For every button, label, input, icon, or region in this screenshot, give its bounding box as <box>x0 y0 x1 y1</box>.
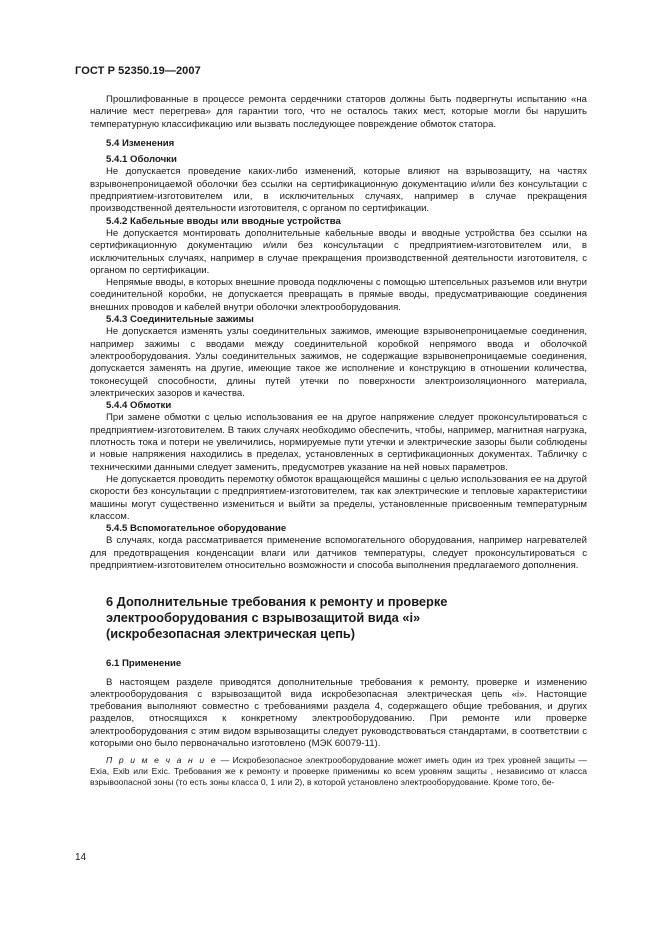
section-5-4-5-paragraph: В случаях, когда рассматривается применение вспомогательного оборудования, например нагревателей для предотвращения конденсации влаги или датчиков температуры, следует проконсультироваться с предприятием-изготовителем относительно возможности и способа выполнения предлагаемого дополнения. <box>90 535 587 571</box>
document-body <box>90 94 587 788</box>
section-5-4-3-paragraph: Не допускается изменять узлы соединительных зажимов, имеющие взрывонепроницаемые соединения, например зажимы с вводами между соединительной коробкой непрямого ввода и оболочкой электрооборудования. Узлы соединительных зажимов, не содержащие взрывонепроницаемые соединения, допускается заменять на другие, имеющие такое же исполнение и конструкцию в отношении количества, токонесущей способности, длины путей утечки по поверхности электроизоляционного материала, электрических зазоров и качества. <box>90 326 587 399</box>
section-5-4-3-title: 5.4.3 Соединительные зажимы <box>106 314 254 326</box>
document-header: ГОСТ Р 52350.19—2007 <box>75 65 201 77</box>
section-6-1-title: 6.1 Применение <box>106 658 182 670</box>
section-5-4-1-title: 5.4.1 Оболочки <box>106 154 177 166</box>
section-5-4-title: 5.4 Изменения <box>106 137 175 149</box>
section-5-4-5-title: 5.4.5 Вспомогательное оборудование <box>106 523 287 535</box>
note <box>90 755 587 788</box>
intro-paragraph: Прошлифованные в процессе ремонта сердечники статоров должны быть подвергнуты испытанию «на наличие мест перегрева» для гарантии того, что не осталось таких мест, которые могли бы нарушить температурную классификацию или вызвать последующее повреждение обмоток статора. <box>90 94 587 130</box>
note-label: П р и м е ч а н и е <box>106 755 218 766</box>
section-5-4-4-paragraph-1: При замене обмотки с целью использования ее на другое напряжение следует проконсультироваться с предприятием-изготовителем. В таких случаях необходимо обеспечить, чтобы, например, магнитная нагрузка, плотность тока и потери не увеличились, нормируемые пути утечки и электрические зазоры были соблюдены и новые напряжения находились в пределах, установленных в сертификационных документах. Табличку с техническими данными следует заменить, предусмотрев указание на ней новых параметров. <box>90 412 587 473</box>
section-6-title <box>90 594 587 642</box>
section-6-title-line-2: электрооборудования с взрывозащитой вида «i» <box>106 610 421 626</box>
section-5-4-4-paragraph-2: Не допускается проводить перемотку обмоток вращающейся машины с целью использования ее на другой скорости без консультации с предприятием-изготовителем, так как электрические и тепловые характеристики машины могут существенно измениться и выйти за пределы, установленные присвоенным температурным классом. <box>90 473 587 522</box>
section-6-title-line-1: 6 Дополнительные требования к ремонту и проверке <box>106 594 448 610</box>
section-5-4-2-title: 5.4.2 Кабельные вводы или вводные устройства <box>106 215 341 227</box>
section-6-title-line-3: (искробезопасная электрическая цепь) <box>106 626 356 642</box>
page-number: 14 <box>75 852 87 863</box>
note-text: — Искробезопасное электрооборудование может иметь один из трех уровней защиты — Exia, Exib или Exic. Требования же к ремонту и проверке применимы ко всем уровням защиты , независимо от класса взрывоопасной зоны (то есть зоны класса 0, 1 или 2), в которой установлено электрооборудование. Кроме того, бе- <box>90 755 587 788</box>
section-5-4-2-paragraph-1: Не допускается монтировать дополнительные кабельные вводы и вводные устройства без ссылки на сертификационную документацию и/или без консультации с предприятием-изготовителем или, в исключительных случаях, например в случае прекращения производственной деятельности изготовителя, с органом по сертификации. <box>90 227 587 276</box>
section-6-1-paragraph: В настоящем разделе приводятся дополнительные требования к ремонту, проверке и изменению электрооборудования с взрывозащитой вида искробезопасная электрическая цепь «i». Настоящие требования выполняют совместно с требованиями раздела 4, содержащего общие требования, и других разделов, относящихся к конкретному электрооборудованию. При ремонте или проверке электрооборудования с этим видом взрывозащиты следует руководствоваться стандартами, в соответствии с которыми оно было первоначально изготовлено (МЭК 60079-11). <box>90 676 587 750</box>
section-5-4-4-title: 5.4.4 Обмотки <box>106 400 172 412</box>
section-5-4-1-paragraph: Не допускается проведение каких-либо изменений, которые влияют на взрывозащиту, на частях взрывонепроницаемой оболочки без ссылки на сертификационную документацию и/или без консультации с предприятием-изготовителем или, в исключительных случаях, например в случае прекращения производственной деятельности изготовителя, с органом по сертификации. <box>90 166 587 215</box>
section-5-4-2-paragraph-2: Непрямые вводы, в которых внешние провода подключены с помощью штепсельных разъемов или внутри соединительной коробки, не допускается превращать в прямые вводы, предусматривающие соединения внешних проводов и кабелей внутри оболочки электрооборудования. <box>90 277 587 313</box>
